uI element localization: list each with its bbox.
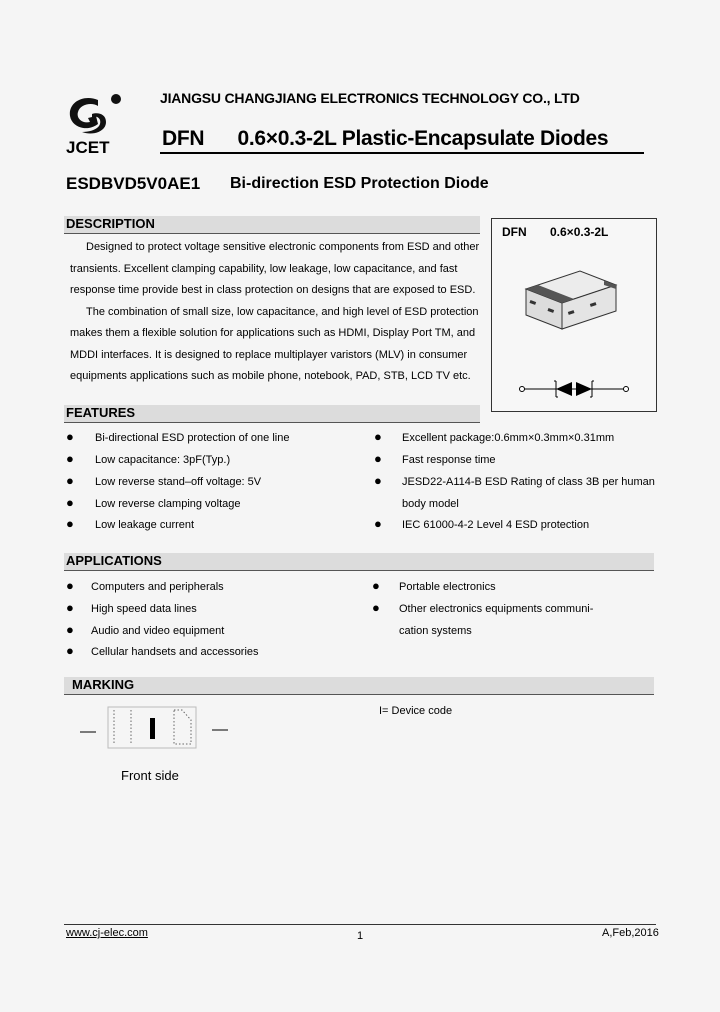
feature-item: Low leakage current [95,519,195,531]
bullet-dot: ● [372,600,380,615]
front-side-label: Front side [121,768,179,783]
application-item: Cellular handsets and accessories [91,646,259,658]
package-label-dfn: DFN [502,225,527,239]
title-rule [160,152,644,154]
description-line: makes them a flexible solution for applications such as HDMI, Display Port TM, and [70,327,476,339]
applications-heading: APPLICATIONS [66,553,162,568]
bidirectional-diode-symbol-icon [518,377,630,401]
package-illustration-box [491,218,657,412]
marking-section-bar [64,677,654,695]
description-line: The combination of small size, low capacitance, and high level of ESD protection [86,305,479,318]
footer-rule [64,924,656,925]
part-description: Bi-direction ESD Protection Diode [230,175,489,192]
bullet-dot: ● [66,643,74,658]
bullet-dot: ● [374,516,382,531]
package-title: DFN 0.6×0.3-2L Plastic-Encapsulate Diodes [162,127,609,150]
marking-heading: MARKING [72,677,135,692]
footer-revision: A,Feb,2016 [602,927,659,939]
bullet-dot: ● [374,429,382,444]
part-number: ESDBVD5V0AE1 [66,174,201,193]
application-item-continuation: cation systems [399,625,472,637]
marking-front-side-icon [78,704,230,752]
description-line: response time provide best in class protection on designs that are exposed to ESD. [70,284,476,296]
application-item: High speed data lines [91,603,197,615]
description-line: equipments applications such as mobile phone, notebook, PAD, STB, LCD TV etc. [70,370,471,382]
features-heading: FEATURES [66,405,136,420]
description-line: MDDI interfaces. It is designed to replace multiplayer varistors (MLV) in consumer [70,348,468,361]
bullet-dot: ● [66,578,74,593]
features-section-bar [64,405,480,423]
feature-item: Low reverse stand–off voltage: 5V [95,476,262,488]
bullet-dot: ● [372,578,380,593]
logo-text: JCET [66,138,110,157]
application-item: Computers and peripherals [91,581,224,593]
feature-item: Low capacitance: 3pF(Typ.) [95,454,231,466]
bullet-dot: ● [66,473,74,488]
feature-item-continuation: body model [402,498,459,510]
bullet-dot: ● [66,516,74,531]
package-label-size: 0.6×0.3-2L [550,225,609,239]
bullet-dot: ● [66,429,74,444]
description-heading: DESCRIPTION [66,216,155,231]
footer-website-link[interactable]: www.cj-elec.com [66,927,148,939]
bullet-dot: ● [66,451,74,466]
application-item: Audio and video equipment [91,625,225,637]
bullet-dot: ● [66,495,74,510]
feature-item: IEC 61000-4-2 Level 4 ESD protection [402,519,590,531]
feature-item: Fast response time [402,454,496,466]
footer-page-number: 1 [357,930,364,942]
company-name: JIANGSU CHANGJIANG ELECTRONICS TECHNOLOGY CO., LTD [160,90,580,106]
applications-section-bar [64,553,654,571]
bullet-dot: ● [66,600,74,615]
application-item: Portable electronics [399,581,496,593]
description-line: Designed to protect voltage sensitive electronic components from ESD and other [86,241,480,253]
bullet-dot: ● [374,473,382,488]
application-item: Other electronics equipments communi- [399,603,594,615]
bullet-dot: ● [66,622,74,637]
feature-item: Bi-directional ESD protection of one line [95,432,290,444]
device-code-note: I= Device code [379,705,453,717]
description-section-bar [64,216,480,234]
feature-item: Low reverse clamping voltage [95,498,241,510]
feature-item: Excellent package:0.6mm×0.3mm×0.31mm [402,432,615,444]
package-3d-icon [520,263,620,335]
description-text [70,237,480,388]
bullet-dot: ● [374,451,382,466]
feature-item: JESD22-A114-B ESD Rating of class 3B per human [402,476,655,488]
jcet-logo-icon [62,92,126,138]
description-line: transients. Excellent clamping capability, low leakage, low capacitance, and fast [70,262,458,275]
